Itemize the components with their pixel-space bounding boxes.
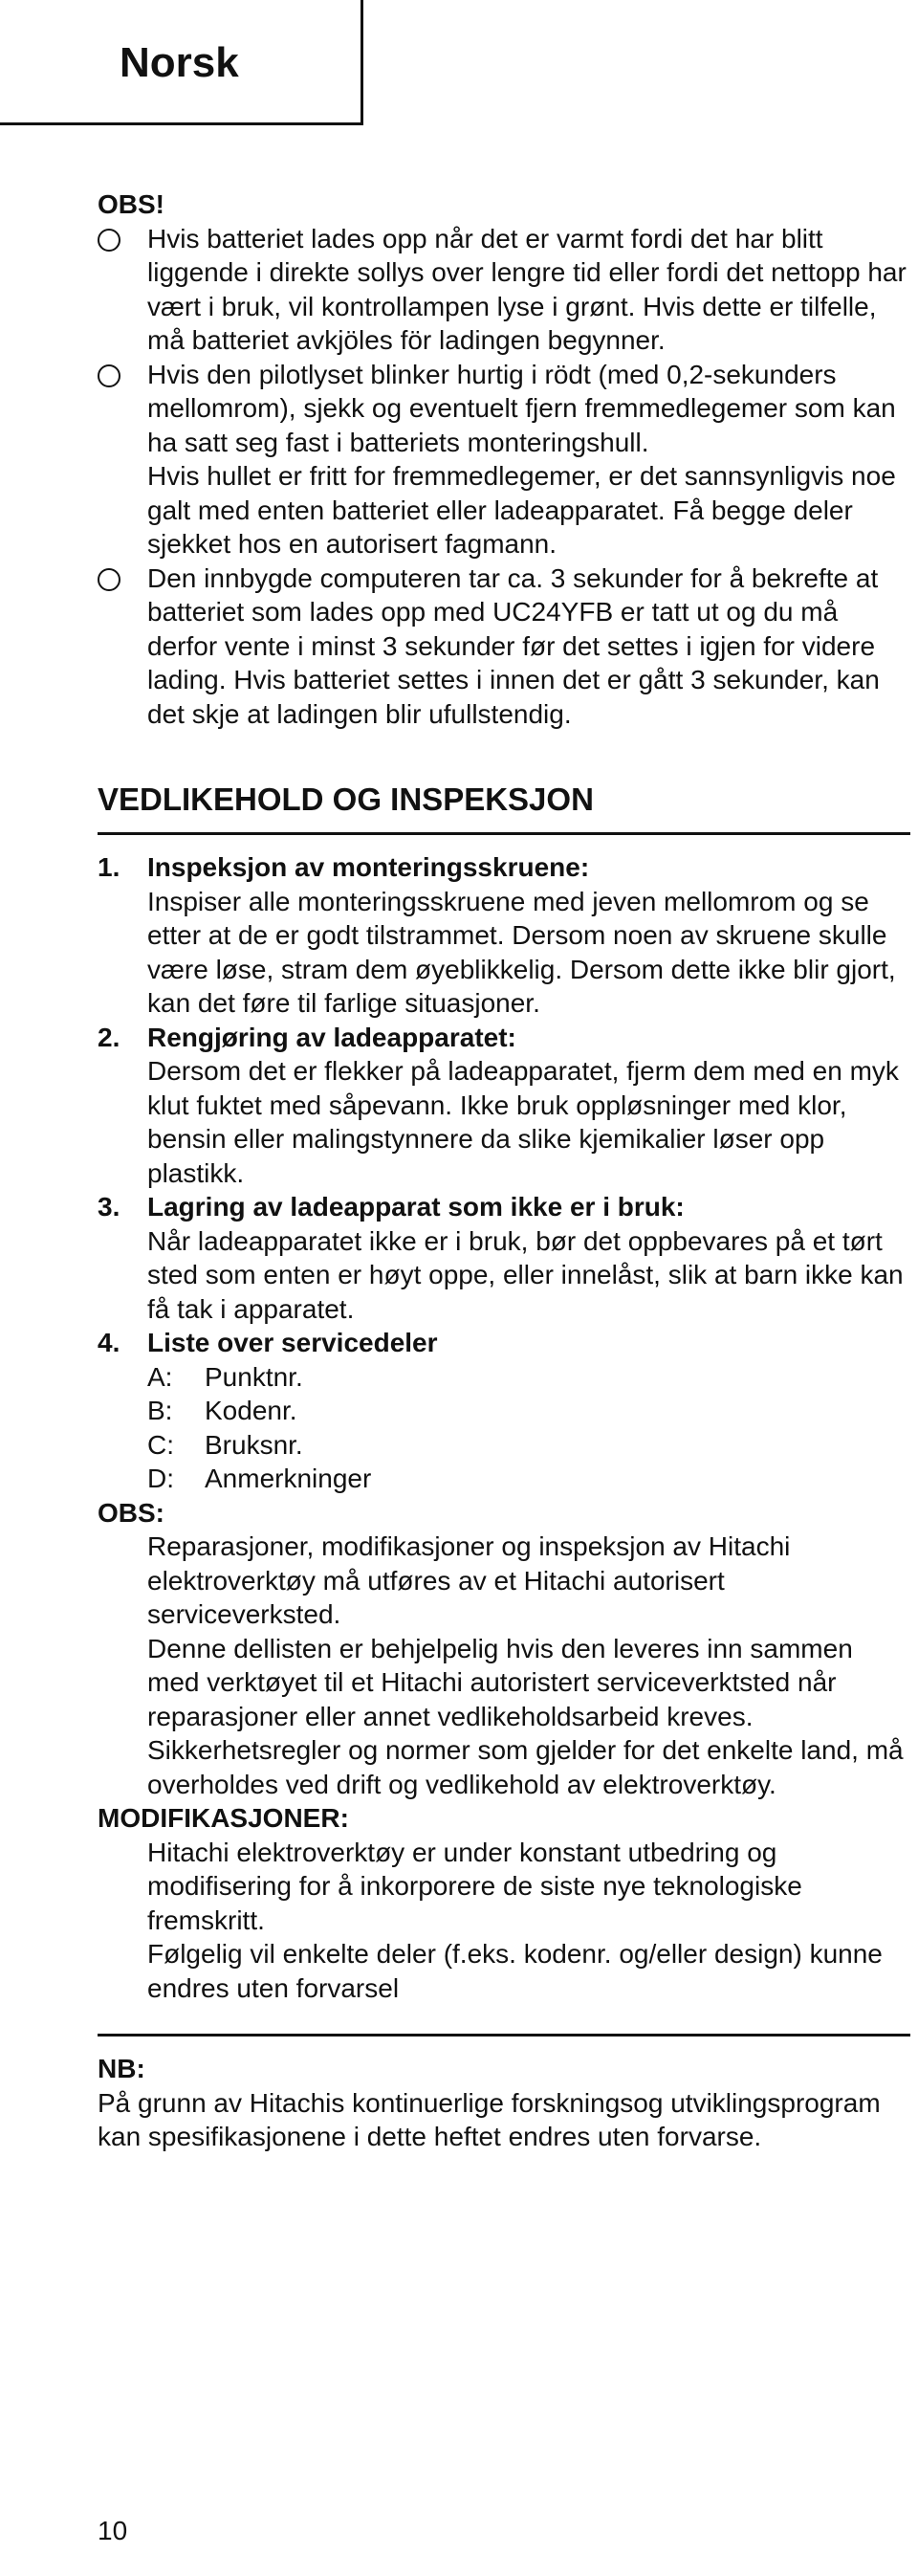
page-number: 10 <box>98 2516 128 2545</box>
parts-list-row <box>98 1462 910 1496</box>
item-title: Liste over servicedeler <box>147 1328 438 1357</box>
nb-text: På grunn av Hitachis kontinuerlige forskningsog utviklingsprogram kan spesifikasjonene i dette heftet endres uten forvarse. <box>98 2087 881 2151</box>
parts-value: Anmerkninger <box>205 1464 372 1493</box>
parts-list-row <box>98 1394 910 1428</box>
circle-bullet-icon <box>98 229 120 252</box>
circle-bullet-icon <box>98 364 120 387</box>
parts-value: Kodenr. <box>205 1396 297 1425</box>
obs-paragraph: Denne dellisten er behjelpelig hvis den leveres inn sammen med verktøyet til et Hitachi autoristert serviceverktsted når reparasjoner eller annet vedlikeholdsarbeid kreves. <box>147 1633 853 1731</box>
notice-bullet-continuation: Hvis hullet er fritt for fremmedlegemer, er det sannsynligvis noe galt med enten batteriet eller ladeapparatet. Få begge deler sjekket hos en autorisert fagmann. <box>147 461 896 559</box>
item-number: 1. <box>98 852 120 882</box>
notice-bullet-text: Hvis den pilotlyset blinker hurtig i rödt (med 0,2-sekunders mellomrom), sjekk og eventuelt fjern fremmedlegemer som kan ha satt seg fast i batteriets monteringshull. <box>147 359 896 457</box>
item-number: 3. <box>98 1192 120 1222</box>
circle-bullet-icon <box>98 568 120 591</box>
item-text: Inspiser alle monteringsskruene med jeven mellomrom og se etter at de er godt tilstrammet. Dersom noen av skruene skulle være løse, stram dem øyeblikkelig. Dersom dette ikke blir gjort, kan det føre til farlige situasjoner. <box>147 886 896 1018</box>
parts-value: Punktnr. <box>205 1361 303 1392</box>
item-text: Når ladeapparatet ikke er i bruk, bør det oppbevares på et tørt sted som enten er høyt oppe, eller innelåst, slik at barn ikke kan få tak i apparatet. <box>147 1225 904 1324</box>
maintenance-item <box>98 1021 910 1191</box>
obs-title: OBS: <box>98 1497 164 1528</box>
parts-key: B: <box>147 1396 173 1425</box>
parts-key: C: <box>147 1429 174 1460</box>
item-title: Lagring av ladeapparat som ikke er i bruk: <box>147 1192 685 1222</box>
item-title: Inspeksjon av monteringsskruene: <box>147 852 590 882</box>
item-title: Rengjøring av ladeapparatet: <box>147 1022 516 1052</box>
notice-bullet-text: Den innbygde computeren tar ca. 3 sekunder for å bekrefte at batteriet som lades opp med UC24YFB er tatt ut og du må derfor vente i minst 3 sekunder før det settes i igjen for videre lading. Hvis batteriet settes i innen det er gått 3 sekunder, kan det skje at ladingen blir ufullstendig. <box>147 562 880 729</box>
language-tab <box>0 0 363 125</box>
notice-bullet <box>98 222 910 358</box>
section-heading: VEDLIKEHOLD OG INSPEKSJON <box>98 781 910 835</box>
notice-title: OBS! <box>98 189 164 219</box>
maintenance-item <box>98 1190 910 1326</box>
parts-key: A: <box>147 1361 173 1392</box>
language-label: Norsk <box>120 39 239 86</box>
item-number: 2. <box>98 1022 120 1052</box>
parts-value: Bruksnr. <box>205 1429 303 1460</box>
maintenance-item <box>98 1326 910 1360</box>
page-content <box>98 187 910 2154</box>
parts-key: D: <box>147 1464 174 1493</box>
parts-list-row <box>98 1428 910 1463</box>
parts-list-row <box>98 1360 910 1395</box>
notice-bullet <box>98 358 910 561</box>
notice-bullet <box>98 561 910 732</box>
obs-paragraph: Sikkerhetsregler og normer som gjelder for det enkelte land, må overholdes ved drift og vedlikehold av elektroverktøy. <box>147 1735 904 1799</box>
obs-paragraph: Reparasjoner, modifikasjoner og inspeksjon av Hitachi elektroverktøy må utføres av et Hitachi autorisert serviceverksted. <box>147 1531 791 1629</box>
item-text: Dersom det er flekker på ladeapparatet, fjerm dem med en myk klut fuktet med såpevann. Ikke bruk oppløsninger med klor, bensin eller malingstynnere da slike kjemikalier løser opp plastikk. <box>147 1056 899 1188</box>
modifications-title: MODIFIKASJONER: <box>98 1803 349 1833</box>
maintenance-item <box>98 850 910 1021</box>
modifications-paragraph: Hitachi elektroverktøy er under konstant utbedring og modifisering for å inkorporere de siste nye teknologiske fremskritt. <box>147 1837 802 1935</box>
item-number: 4. <box>98 1328 120 1357</box>
nb-block <box>98 2034 910 2154</box>
nb-title: NB: <box>98 2054 145 2083</box>
notice-bullet-text: Hvis batteriet lades opp når det er varmt fordi det har blitt liggende i direkte sollys over lengre tid eller fordi det nettopp har vært i bruk, vil kontrollampen lyse i grønt. Hvis dette er tilfelle, må batteriet avkjöles för ladingen begynner. <box>147 223 907 355</box>
modifications-paragraph: Følgelig vil enkelte deler (f.eks. kodenr. og/eller design) kunne endres uten forvarsel <box>147 1939 883 2003</box>
